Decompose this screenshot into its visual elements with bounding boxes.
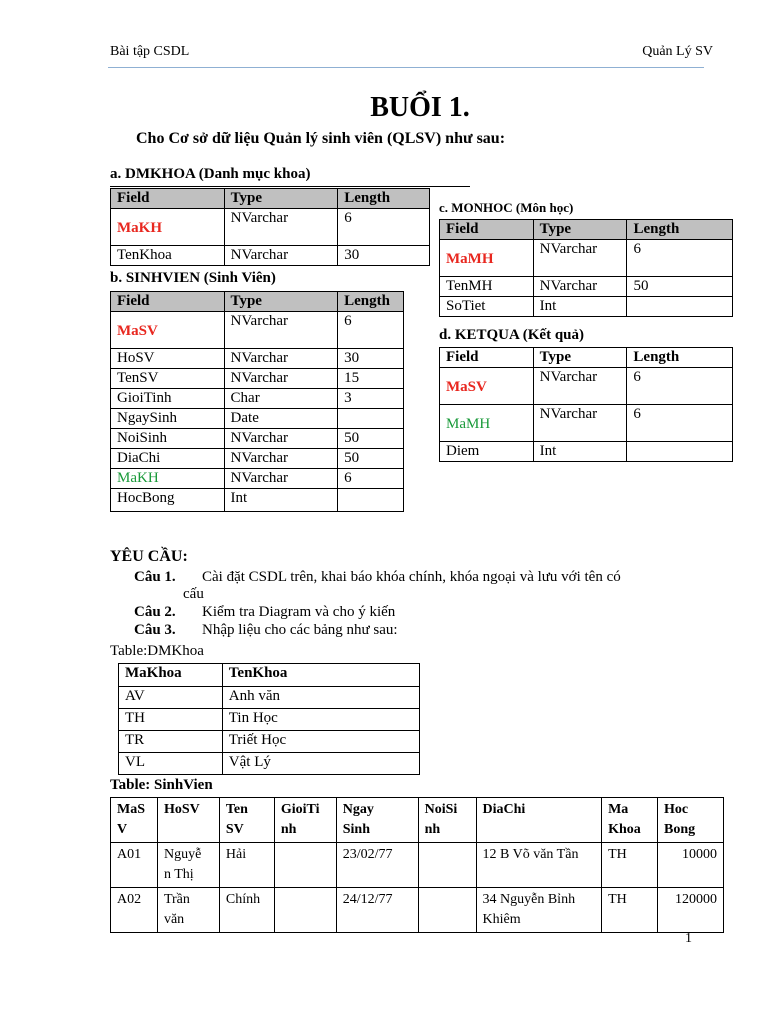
col-header-field: Field bbox=[440, 220, 534, 240]
requirement-2 bbox=[134, 604, 176, 621]
length-cell bbox=[627, 442, 733, 462]
type-cell: NVarchar bbox=[533, 277, 627, 297]
field-cell: NgaySinh bbox=[111, 409, 225, 429]
table-cell bbox=[476, 843, 602, 888]
type-cell: Char bbox=[224, 389, 338, 409]
type-cell: NVarchar bbox=[224, 312, 338, 349]
foreign-key-field: MaMH bbox=[446, 416, 491, 432]
cell-line: Nguyễ bbox=[163, 847, 202, 862]
cell-line: Chính bbox=[225, 892, 261, 907]
header-line: GioiTi bbox=[280, 802, 320, 817]
table-cell bbox=[418, 888, 476, 933]
col-header-length: Length bbox=[627, 348, 733, 368]
primary-key-field: MaSV bbox=[446, 379, 487, 395]
col-header-masv bbox=[111, 798, 158, 843]
table-row bbox=[111, 888, 724, 933]
col-header-field: Field bbox=[440, 348, 534, 368]
length-cell: 6 bbox=[338, 312, 404, 349]
length-cell bbox=[338, 409, 404, 429]
cell-line: 12 B Võ văn Tần bbox=[482, 847, 579, 862]
length-cell: 6 bbox=[338, 469, 404, 489]
header-divider bbox=[108, 67, 704, 68]
length-cell: 6 bbox=[627, 240, 733, 277]
col-header-ngaysinh bbox=[336, 798, 418, 843]
header-line: DiaChi bbox=[482, 802, 526, 817]
length-cell: 3 bbox=[338, 389, 404, 409]
length-cell: 6 bbox=[338, 209, 430, 246]
page-number: 1 bbox=[685, 931, 692, 946]
col-header-tensv bbox=[219, 798, 274, 843]
requirement-1-text: Cài đặt CSDL trên, khai báo khóa chính, khóa ngoại và lưu với tên có bbox=[202, 569, 621, 585]
type-cell: NVarchar bbox=[224, 449, 338, 469]
length-cell: 50 bbox=[338, 429, 404, 449]
page-title: BUỔI 1. bbox=[370, 92, 470, 123]
field-cell: SoTiet bbox=[440, 297, 534, 317]
col-header-noisinh bbox=[418, 798, 476, 843]
table-cell: Triết Học bbox=[222, 731, 419, 753]
header-line: MaS bbox=[117, 802, 145, 817]
table-cell bbox=[418, 843, 476, 888]
type-cell: NVarchar bbox=[533, 240, 627, 277]
dmkhoa-table-name: Table:DMKhoa bbox=[110, 643, 204, 659]
cell-line: Trần bbox=[163, 892, 190, 907]
col-header-makhoa: MaKhoa bbox=[119, 664, 223, 687]
col-header-type: Type bbox=[224, 189, 338, 209]
field-cell: TenKhoa bbox=[111, 246, 225, 266]
header-line: V bbox=[117, 822, 128, 837]
col-header-type: Type bbox=[224, 292, 338, 312]
field-cell bbox=[440, 240, 534, 277]
length-cell: 15 bbox=[338, 369, 404, 389]
cell-line: A01 bbox=[117, 847, 142, 862]
table-cell bbox=[602, 888, 658, 933]
header-left: Bài tập CSDL bbox=[110, 44, 190, 59]
header-line: NoiSi bbox=[424, 802, 458, 817]
header-line: nh bbox=[424, 822, 441, 837]
type-cell: Int bbox=[224, 489, 338, 512]
requirement-2-text: Kiểm tra Diagram và cho ý kiến bbox=[202, 604, 396, 620]
table-cell bbox=[111, 888, 158, 933]
col-header-type: Type bbox=[533, 348, 627, 368]
requirement-3 bbox=[134, 622, 176, 639]
cell-line: Hải bbox=[225, 847, 247, 862]
header-line: Ngay bbox=[342, 802, 374, 817]
primary-key-field: MaSV bbox=[117, 323, 158, 339]
table-cell bbox=[157, 888, 219, 933]
header-line: Ten bbox=[225, 802, 248, 817]
table-cell: Tin Học bbox=[222, 709, 419, 731]
length-cell bbox=[338, 489, 404, 512]
header-line: Bong bbox=[664, 822, 696, 837]
type-cell: Int bbox=[533, 297, 627, 317]
table-cell bbox=[336, 888, 418, 933]
type-cell: NVarchar bbox=[533, 368, 627, 405]
field-cell: TenMH bbox=[440, 277, 534, 297]
sinhvien-schema-table bbox=[110, 291, 404, 512]
foreign-key-field: MaKH bbox=[117, 470, 159, 486]
cell-line: 24/12/77 bbox=[342, 892, 393, 907]
col-header-hosv bbox=[157, 798, 219, 843]
sinhvien-data-table bbox=[110, 797, 724, 933]
section-a-title: a. DMKHOA (Danh mục khoa) bbox=[110, 166, 311, 182]
field-cell bbox=[111, 312, 225, 349]
table-cell bbox=[602, 843, 658, 888]
col-header-length: Length bbox=[338, 189, 430, 209]
length-cell: 6 bbox=[627, 405, 733, 442]
section-c-title: c. MONHOC (Môn học) bbox=[439, 200, 574, 215]
col-header-field: Field bbox=[111, 292, 225, 312]
cell-line: 34 Nguyễn Bỉnh bbox=[482, 892, 576, 907]
field-cell bbox=[440, 368, 534, 405]
length-cell bbox=[627, 297, 733, 317]
requirement-1-cont: cấu bbox=[183, 586, 204, 602]
dmkhoa-schema-table bbox=[110, 188, 430, 266]
table-cell: AV bbox=[119, 687, 223, 709]
table-cell: VL bbox=[119, 753, 223, 775]
cell-line: n Thị bbox=[163, 867, 194, 882]
type-cell: NVarchar bbox=[224, 369, 338, 389]
cell-line: TH bbox=[608, 847, 627, 862]
cell-line: 23/02/77 bbox=[342, 847, 393, 862]
ketqua-schema-table bbox=[439, 347, 733, 462]
dmkhoa-data-table bbox=[118, 663, 420, 775]
type-cell: Int bbox=[533, 442, 627, 462]
primary-key-field: MaMH bbox=[446, 251, 494, 267]
header-line: nh bbox=[280, 822, 297, 837]
primary-key-field: MaKH bbox=[117, 220, 162, 236]
col-header-diachi bbox=[476, 798, 602, 843]
field-cell: HocBong bbox=[111, 489, 225, 512]
field-cell bbox=[440, 405, 534, 442]
sinhvien-table-name: Table: SinhVien bbox=[110, 777, 213, 793]
section-a-rule bbox=[110, 186, 470, 187]
field-cell bbox=[111, 469, 225, 489]
length-cell: 6 bbox=[627, 368, 733, 405]
type-cell: NVarchar bbox=[224, 429, 338, 449]
cell-line: Khiêm bbox=[482, 912, 521, 927]
header-line: Ma bbox=[608, 802, 629, 817]
type-cell: Date bbox=[224, 409, 338, 429]
table-cell: TR bbox=[119, 731, 223, 753]
requirements-title: YÊU CẦU: bbox=[110, 548, 188, 565]
cell-line: A02 bbox=[117, 892, 142, 907]
table-cell: Vật Lý bbox=[222, 753, 419, 775]
table-cell bbox=[219, 888, 274, 933]
col-header-makhoa bbox=[602, 798, 658, 843]
table-cell bbox=[157, 843, 219, 888]
type-cell: NVarchar bbox=[533, 405, 627, 442]
table-row bbox=[111, 843, 724, 888]
table-cell bbox=[658, 888, 724, 933]
requirement-label: Câu 3. bbox=[134, 622, 176, 638]
col-header-length: Length bbox=[338, 292, 404, 312]
type-cell: NVarchar bbox=[224, 246, 338, 266]
field-cell: Diem bbox=[440, 442, 534, 462]
length-cell: 50 bbox=[338, 449, 404, 469]
field-cell: HoSV bbox=[111, 349, 225, 369]
requirement-label: Câu 1. bbox=[134, 569, 176, 585]
header-line: HoSV bbox=[163, 802, 200, 817]
field-cell: GioiTinh bbox=[111, 389, 225, 409]
col-header-tenkhoa: TenKhoa bbox=[222, 664, 419, 687]
field-cell: TenSV bbox=[111, 369, 225, 389]
intro-text: Cho Cơ sở dữ liệu Quản lý sinh viên (QLSV) như sau: bbox=[136, 130, 506, 147]
table-cell bbox=[658, 843, 724, 888]
section-b-title: b. SINHVIEN (Sinh Viên) bbox=[110, 270, 276, 286]
header-line: Hoc bbox=[664, 802, 689, 817]
col-header-length: Length bbox=[627, 220, 733, 240]
cell-line: TH bbox=[608, 892, 627, 907]
table-cell bbox=[219, 843, 274, 888]
col-header-type: Type bbox=[533, 220, 627, 240]
col-header-field: Field bbox=[111, 189, 225, 209]
header-right: Quản Lý SV bbox=[642, 44, 713, 59]
col-header-hocbong bbox=[658, 798, 724, 843]
cell-line: văn bbox=[163, 912, 185, 927]
length-cell: 30 bbox=[338, 349, 404, 369]
length-cell: 30 bbox=[338, 246, 430, 266]
cell-line: 120000 bbox=[675, 892, 717, 907]
table-cell bbox=[274, 888, 336, 933]
table-cell: TH bbox=[119, 709, 223, 731]
field-cell bbox=[111, 209, 225, 246]
table-cell bbox=[476, 888, 602, 933]
table-cell: Anh văn bbox=[222, 687, 419, 709]
table-cell bbox=[111, 843, 158, 888]
requirement-1 bbox=[134, 569, 176, 586]
field-cell: NoiSinh bbox=[111, 429, 225, 449]
section-d-title: d. KETQUA (Kết quả) bbox=[439, 327, 585, 343]
header-line: Sinh bbox=[342, 822, 370, 837]
table-cell bbox=[274, 843, 336, 888]
col-header-gioitinh bbox=[274, 798, 336, 843]
type-cell: NVarchar bbox=[224, 209, 338, 246]
type-cell: NVarchar bbox=[224, 469, 338, 489]
monhoc-schema-table bbox=[439, 219, 733, 317]
requirement-3-text: Nhập liệu cho các bảng như sau: bbox=[202, 622, 398, 638]
header-line: Khoa bbox=[608, 822, 641, 837]
type-cell: NVarchar bbox=[224, 349, 338, 369]
field-cell: DiaChi bbox=[111, 449, 225, 469]
header-line: SV bbox=[225, 822, 244, 837]
cell-line: 10000 bbox=[682, 847, 717, 862]
length-cell: 50 bbox=[627, 277, 733, 297]
requirement-label: Câu 2. bbox=[134, 604, 176, 620]
table-cell bbox=[336, 843, 418, 888]
